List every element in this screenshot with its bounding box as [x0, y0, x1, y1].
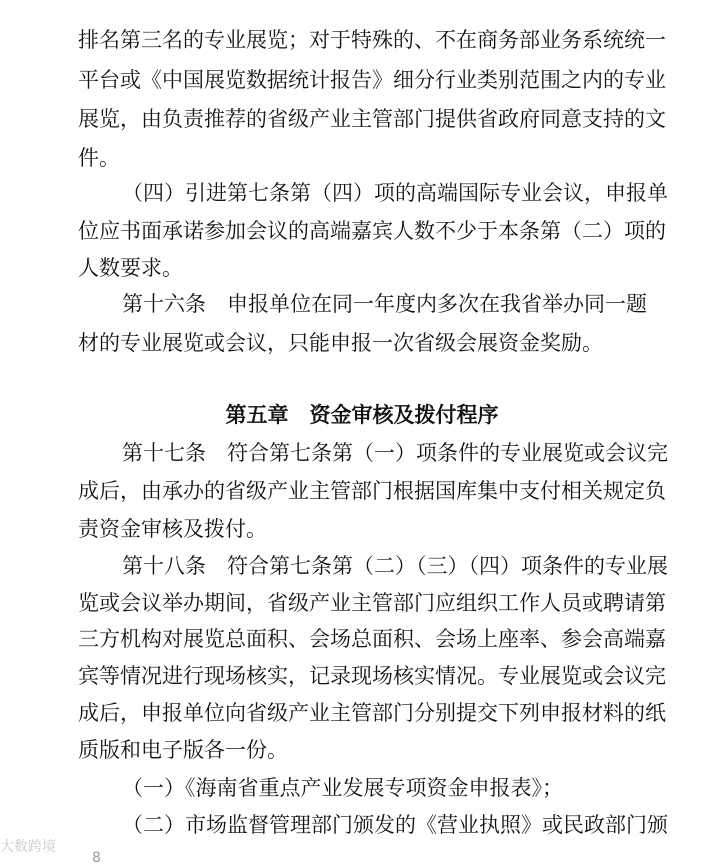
- paragraph-line: 位应书面承诺参加会议的高端嘉宾人数不少于本条第（二）项的: [78, 219, 666, 243]
- paragraph-line: 成后，申报单位向省级产业主管部门分别提交下列申报材料的纸: [78, 701, 666, 725]
- paragraph-line: （四）引进第七条第（四）项的高端国际专业会议，申报单: [122, 181, 668, 205]
- paragraph-line: 件。: [78, 146, 120, 170]
- paragraph-line: 平台或《中国展览数据统计报告》细分行业类别范围之内的专业: [78, 68, 666, 92]
- page-number: 8: [92, 850, 101, 866]
- paragraph-line: 材的专业展览或会议，只能申报一次省级会展资金奖励。: [78, 331, 603, 355]
- paragraph-line: 责资金审核及拨付。: [78, 517, 267, 541]
- paragraph-line: 排名第三名的专业展览；对于特殊的、不在商务部业务系统统一: [78, 28, 666, 52]
- list-item: （一）《海南省重点产业发展专项资金申报表》；: [122, 776, 563, 800]
- paragraph-line: 三方机构对展览总面积、会场总面积、会场上座率、参会高端嘉: [78, 627, 666, 651]
- paragraph-line: 览或会议举办期间，省级产业主管部门应组织工作人员或聘请第: [78, 591, 666, 615]
- article-18-line: 第十八条 符合第七条第（二）（三）（四）项条件的专业展: [122, 554, 668, 578]
- paragraph-line: 成后，由承办的省级产业主管部门根据国库集中支付相关规定负: [78, 479, 666, 503]
- article-17-line: 第十七条 符合第七条第（一）项条件的专业展览或会议完: [122, 441, 668, 465]
- list-item: （二）市场监督管理部门颁发的《营业执照》或民政部门颁: [122, 813, 668, 837]
- watermark: 大数跨境: [0, 839, 56, 855]
- paragraph-line: 宾等情况进行现场核实，记录现场核实情况。专业展览或会议完: [78, 664, 666, 688]
- article-16-line: 第十六条 申报单位在同一年度内多次在我省举办同一题: [122, 292, 647, 316]
- paragraph-line: 展览，由负责推荐的省级产业主管部门提供省政府同意支持的文: [78, 107, 666, 131]
- paragraph-line: 人数要求。: [78, 256, 183, 280]
- chapter-heading: 第五章 资金审核及拨付程序: [225, 403, 499, 427]
- paragraph-line: 质版和电子版各一份。: [78, 738, 288, 762]
